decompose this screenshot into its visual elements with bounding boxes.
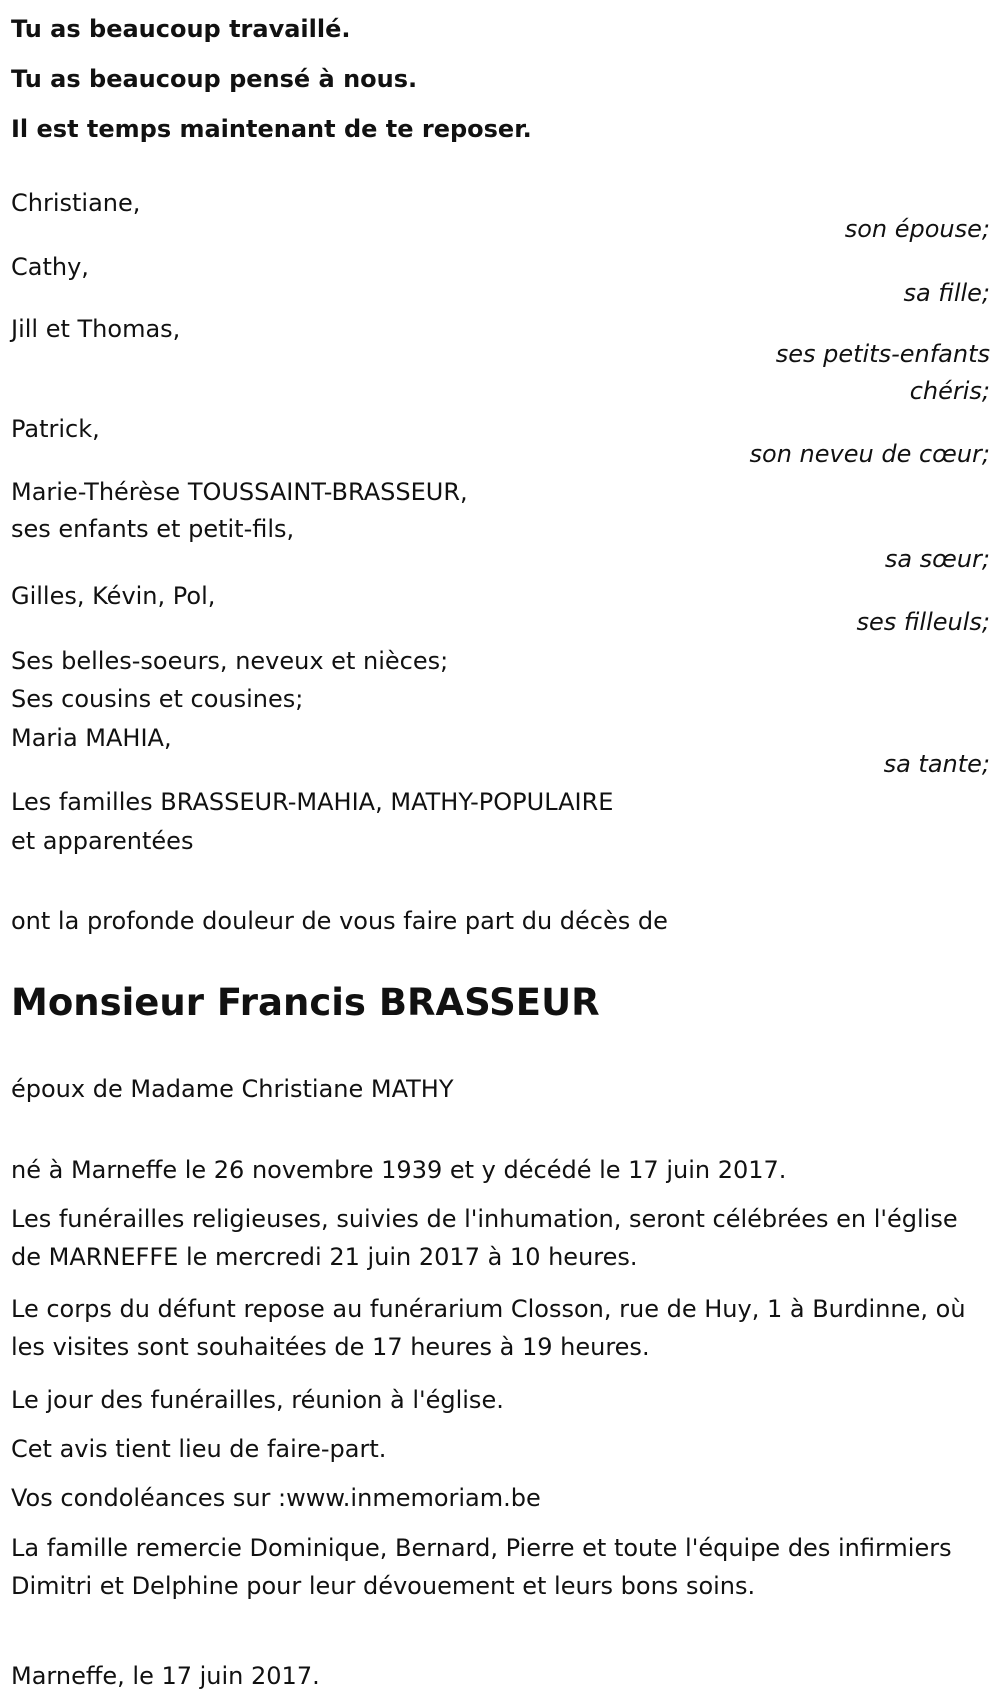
- poem-line: Tu as beaucoup pensé à nous.: [11, 65, 418, 93]
- family-member-name: Les familles BRASSEUR-MAHIA, MATHY-POPULAIRE: [11, 788, 614, 816]
- family-member-role: sa tante;: [883, 750, 990, 778]
- family-member-name: Cathy,: [11, 253, 89, 281]
- family-member-name: Marie-Thérèse TOUSSAINT-BRASSEUR,: [11, 478, 468, 506]
- family-member-name: Christiane,: [11, 189, 141, 217]
- funeral-details: Les funérailles religieuses, suivies de l'inhumation, seront célébrées en l'église de MARNEFFE le mercredi 21 juin 2017 à 10 heures.: [11, 1205, 958, 1271]
- family-member-name: et apparentées: [11, 827, 194, 855]
- family-member-role: son neveu de cœur;: [749, 440, 990, 468]
- meeting-details: Le jour des funérailles, réunion à l'église.: [11, 1386, 504, 1414]
- birth-death-line: né à Marneffe le 26 novembre 1939 et y décédé le 17 juin 2017.: [11, 1156, 787, 1184]
- family-member-role: sa fille;: [903, 279, 990, 307]
- announcement-text: ont la profonde douleur de vous faire part du décès de: [11, 907, 668, 935]
- closing-date: Marneffe, le 17 juin 2017.: [11, 1662, 320, 1690]
- family-member-role: ses petits-enfants: [775, 340, 990, 368]
- family-member-name: Patrick,: [11, 415, 100, 443]
- family-member-name: ses enfants et petit-fils,: [11, 515, 295, 543]
- opening-poem: [11, 4, 971, 154]
- family-member-role: chéris;: [909, 377, 990, 405]
- family-member-name: Ses cousins et cousines;: [11, 685, 304, 713]
- family-member-role: son épouse;: [844, 215, 990, 243]
- poem-line: Tu as beaucoup travaillé.: [11, 15, 351, 43]
- family-member-name: Jill et Thomas,: [11, 315, 181, 343]
- family-member-name: Maria MAHIA,: [11, 724, 172, 752]
- deceased-name: Monsieur Francis BRASSEUR: [11, 981, 600, 1024]
- condolences-line: Vos condoléances sur :www.inmemoriam.be: [11, 1484, 541, 1512]
- family-member-role: sa sœur;: [884, 545, 990, 573]
- spouse-line: époux de Madame Christiane MATHY: [11, 1075, 454, 1103]
- poem-line: Il est temps maintenant de te reposer.: [11, 115, 532, 143]
- thanks-text: La famille remercie Dominique, Bernard, Pierre et toute l'équipe des infirmiers Dimitri et Delphine pour leur dévouement et leurs bons soins.: [11, 1534, 952, 1600]
- viewing-details: Le corps du défunt repose au funérarium Closson, rue de Huy, 1 à Burdinne, où les visites sont souhaitées de 17 heures à 19 heures.: [11, 1295, 966, 1361]
- family-member-name: Gilles, Kévin, Pol,: [11, 582, 216, 610]
- family-member-name: Ses belles-soeurs, neveux et nièces;: [11, 647, 449, 675]
- family-member-role: ses filleuls;: [856, 608, 990, 636]
- notice-line: Cet avis tient lieu de faire-part.: [11, 1435, 387, 1463]
